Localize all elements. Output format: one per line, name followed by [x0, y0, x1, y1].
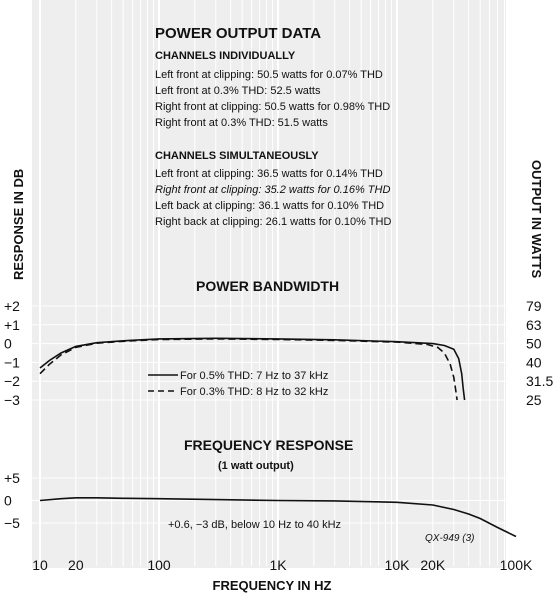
y2-tick-label: 40 [526, 354, 542, 371]
y-tick-label: +2 [4, 298, 20, 314]
y2-tick-label: 25 [526, 392, 542, 408]
legend-entry: For 0.5% THD: 7 Hz to 37 kHz [180, 370, 329, 382]
simultaneously-line: Left front at clipping: 36.5 watts for 0.14% THD [155, 168, 383, 180]
simultaneously-line: Right front at clipping: 35.2 watts for 0.16% THD [155, 184, 391, 196]
individually-heading: CHANNELS INDIVIDUALLY [155, 50, 296, 62]
frequency-response-subtitle: (1 watt output) [218, 460, 294, 472]
x-tick-label: 20K [420, 557, 446, 573]
simultaneously-line: Right back at clipping: 26.1 watts for 0.10% THD [155, 216, 392, 228]
x-tick-label: 10 [32, 557, 48, 573]
y-tick-label: −3 [4, 392, 20, 408]
x-tick-label: 20 [68, 557, 84, 573]
y-tick-label: +1 [4, 316, 20, 333]
power-bandwidth-title: POWER BANDWIDTH [196, 278, 340, 294]
y-tick-label: 0 [4, 492, 12, 509]
x-tick-label: 10K [384, 557, 410, 573]
y-tick-label: −2 [4, 373, 20, 390]
x-tick-label: 100K [499, 557, 533, 573]
y-tick-label: +5 [4, 470, 20, 486]
simultaneously-line: Left back at clipping: 36.1 watts for 0.10% THD [155, 200, 385, 212]
y-tick-label: 0 [4, 335, 12, 352]
y2-tick-label: 50 [526, 335, 542, 352]
x-axis-label: FREQUENCY IN HZ [212, 578, 332, 593]
individually-line: Right front at clipping: 50.5 watts for 0.98% THD [155, 101, 391, 113]
x-tick-label: 1K [269, 557, 287, 573]
frequency-response-title: FREQUENCY RESPONSE [184, 437, 354, 453]
x-tick-label: 100 [147, 557, 171, 573]
y-tick-label: −5 [4, 515, 20, 531]
y-axis-right-label: OUTPUT IN WATTS [529, 160, 544, 279]
figure-code: QX-949 (3) [425, 533, 475, 544]
individually-line: Left front at clipping: 50.5 watts for 0.07% THD [155, 69, 383, 81]
power-output-heading: POWER OUTPUT DATA [155, 25, 322, 42]
y-tick-label: −1 [4, 354, 20, 371]
legend-entry: For 0.3% THD: 8 Hz to 32 kHz [180, 386, 329, 398]
individually-line: Right front at 0.3% THD: 51.5 watts [155, 117, 328, 129]
simultaneously-heading: CHANNELS SIMULTANEOUSLY [155, 150, 319, 162]
y2-tick-label: 31.5 [526, 373, 554, 390]
frequency-response-annotation: +0.6, −3 dB, below 10 Hz to 40 kHz [168, 519, 342, 531]
y2-tick-label: 79 [526, 298, 542, 314]
y-axis-left-label: RESPONSE IN DB [11, 168, 26, 280]
y2-tick-label: 63 [526, 316, 542, 333]
individually-line: Left front at 0.3% THD: 52.5 watts [155, 85, 321, 97]
